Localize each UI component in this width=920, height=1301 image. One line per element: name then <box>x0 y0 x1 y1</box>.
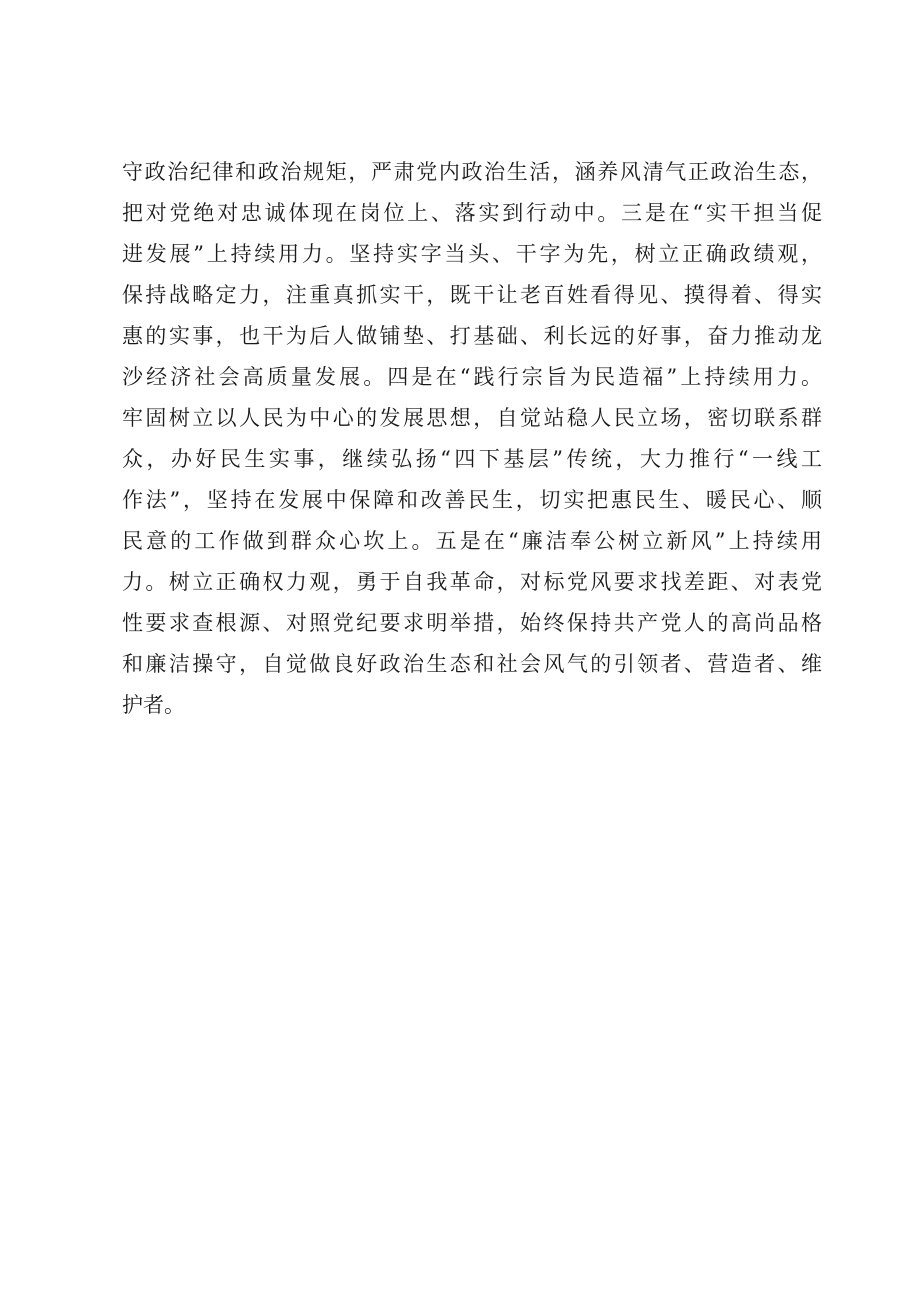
paragraph-line: 性要求查根源、对照党纪要求明举措，始终保持共产党人的高尚品格 <box>122 611 822 635</box>
paragraph-line: 和廉洁操守，自觉做良好政治生态和社会风气的引领者、营造者、维 <box>122 652 822 676</box>
paragraph-line: 守政治纪律和政治规矩，严肃党内政治生活，涵养风清气正政治生态， <box>122 160 822 184</box>
paragraph-line: 牢固树立以人民为中心的发展思想，自觉站稳人民立场，密切联系群 <box>122 406 822 430</box>
paragraph-line: 进发展”上持续用力。坚持实字当头、干字为先，树立正确政绩观， <box>122 242 822 266</box>
paragraph-line: 沙经济社会高质量发展。四是在“践行宗旨为民造福”上持续用力。 <box>122 365 822 389</box>
paragraph-line: 力。树立正确权力观，勇于自我革命，对标党风要求找差距、对表党 <box>122 570 822 594</box>
paragraph-line: 惠的实事，也干为后人做铺垫、打基础、利长远的好事，奋力推动龙 <box>122 324 822 348</box>
body-paragraph <box>122 152 822 726</box>
paragraph-line: 保持战略定力，注重真抓实干，既干让老百姓看得见、摸得着、得实 <box>122 283 822 307</box>
paragraph-line: 作法”，坚持在发展中保障和改善民生，切实把惠民生、暖民心、顺 <box>122 488 822 512</box>
paragraph-line: 护者。 <box>122 693 185 717</box>
paragraph-line: 把对党绝对忠诚体现在岗位上、落实到行动中。三是在“实干担当促 <box>122 201 822 225</box>
paragraph-line: 众，办好民生实事，继续弘扬“四下基层”传统，大力推行“一线工 <box>122 447 822 471</box>
paragraph-line: 民意的工作做到群众心坎上。五是在“廉洁奉公树立新风”上持续用 <box>122 529 822 553</box>
